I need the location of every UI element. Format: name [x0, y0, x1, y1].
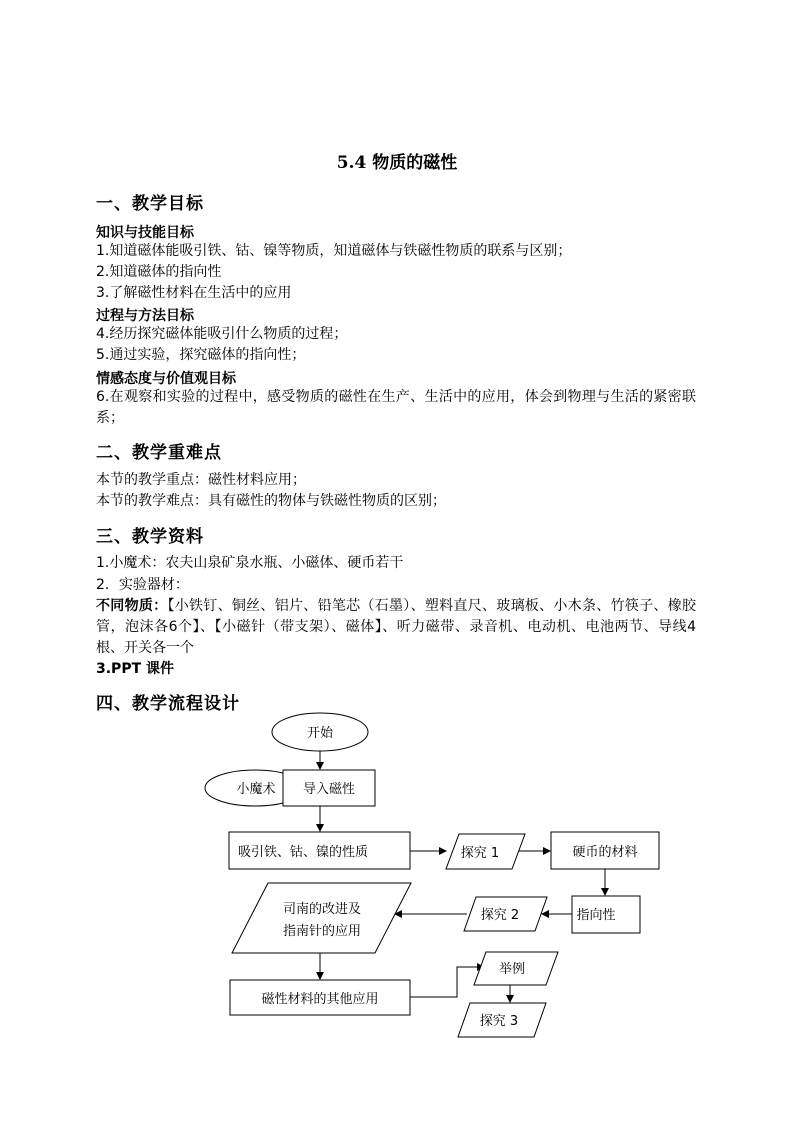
document-title: 5.4 物质的磁性 — [336, 153, 458, 173]
example-label: 举例 — [498, 962, 526, 977]
objective-5: 5.通过实验，探究磁体的指向性； — [96, 347, 306, 363]
material-3-label: 不同物质： — [96, 598, 168, 614]
subheading-process: 过程与方法目标 — [96, 308, 194, 324]
explore3-label: 探究 3 — [479, 1014, 519, 1029]
subheading-knowledge: 知识与技能目标 — [96, 225, 194, 241]
key-point-focus: 本节的教学重点：磁性材料应用； — [96, 472, 306, 488]
other-apps-label: 磁性材料的其他应用 — [261, 992, 379, 1007]
compass-shape — [232, 883, 411, 953]
objective-3: 3.了解磁性材料在生活中的应用 — [96, 285, 292, 301]
coin-label: 硬币的材料 — [572, 845, 638, 860]
material-4: 3.PPT 课件 — [96, 661, 175, 677]
section-heading-objectives: 一、教学目标 — [96, 194, 204, 214]
subheading-emotion: 情感态度与价值观目标 — [96, 371, 236, 387]
objective-2: 2.知道磁体的指向性 — [96, 264, 222, 280]
explore2-label: 探究 2 — [480, 908, 520, 923]
material-1: 1.小魔术：农夫山泉矿泉水瓶、小磁体、硬币若干 — [96, 555, 404, 571]
key-point-difficulty: 本节的教学难点：具有磁性的物体与铁磁性物质的区别； — [96, 493, 446, 509]
material-2: 2．实验器材： — [96, 577, 189, 593]
direction-label: 指向性 — [576, 908, 616, 923]
compass-label-line2: 指南针的应用 — [282, 924, 362, 939]
objective-4: 4.经历探究磁体能吸引什么物质的过程； — [96, 326, 348, 342]
objective-6: 6.在观察和实验的过程中，感受物质的磁性在生产、生活中的应用，体会到物理与生活的紧密联系； — [96, 389, 696, 426]
section-heading-materials: 三、教学资料 — [96, 527, 204, 547]
attract-label: 吸引铁、钴、镍的性质 — [237, 845, 369, 860]
magic-label: 小魔术 — [236, 782, 276, 797]
section-heading-keypoints: 二、教学重难点 — [96, 443, 222, 463]
intro-label: 导入磁性 — [302, 782, 356, 797]
compass-label-line1: 司南的改进及 — [282, 902, 362, 917]
objective-1: 1.知道磁体能吸引铁、钴、镍等物质，知道磁体与铁磁性物质的联系与区别； — [96, 243, 572, 259]
section-heading-flow: 四、教学流程设计 — [96, 694, 240, 714]
material-3-text: 【小铁钉、铜丝、铝片、铅笔芯（石墨）、塑料直尺、玻璃板、小木条、竹筷子、橡胶管，泡沫各6个】、【小磁针（带支架）、磁体】、听力磁带、录音机、电动机、电池两节、导线4根、开关各一个 — [96, 598, 697, 656]
start-label: 开始 — [306, 726, 334, 741]
explore1-label: 探究 1 — [460, 846, 500, 861]
arrow-other-example — [410, 967, 484, 997]
